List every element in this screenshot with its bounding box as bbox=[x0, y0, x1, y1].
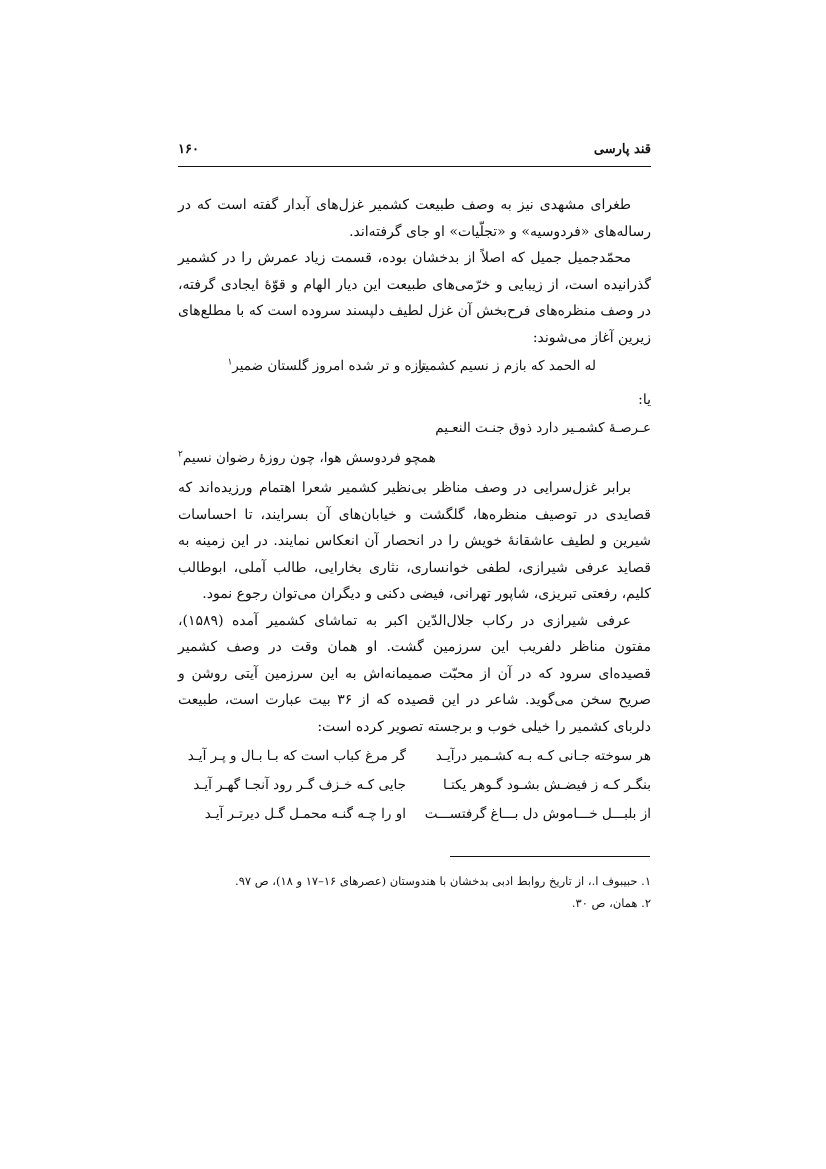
or-label: یا: bbox=[638, 392, 651, 408]
qasida-couplet bbox=[178, 800, 651, 829]
qasida-hemistich-b: او را چـه گنـه محمـل گـل دیرتـر آیـد bbox=[204, 806, 406, 822]
paragraph-jamil: محمّدجمیل جمیل که اصلاً از بدخشان بوده، قسمت زیاد عمرش را در کشمیر گذرانیده است، از زیبایی و خرّمی‌های طبیعت این دیار الهام و قوّهٔ ایجادی گرفته، در وصف منظره‌های فرح‌بخش آن غزل لطیف دلپسند سروده است که با مطلع‌های زیرین آغاز می‌شوند: bbox=[178, 250, 651, 346]
qasida-hemistich-a: از بلبـــل خـــاموش دل بـــاغ گرفتســـت bbox=[424, 806, 651, 822]
verse2-line-2-text: همچو فردوسش هوا، چون روزهٔ رضوان نسیم bbox=[182, 450, 436, 466]
qasida-hemistich-a: هر سوخته جـانی کـه بـه کشـمیر درآیـد bbox=[435, 748, 651, 764]
footnote-ref-2: ۲ bbox=[178, 449, 183, 460]
qasida-hemistich-b: گر مرغ کباب است که بـا بـال و پـر آیـد bbox=[187, 748, 406, 764]
paragraph-urfi: عرفی شیرازی در رکاب جلال‌الدّین اکبر به تماشای کشمیر آمده (۱۵۸۹)، مفتون مناظر دلفریب این سرزمین گشت. او همان وقت در وصف کشمیر قصیده‌ای سرود که در آن از محبّت صمیمانه‌اش به این سرزمین آیتی روشن و صریح سخن می‌گوید. شاعر در این قصیده که از ۳۶ بیت عبارت است، طبیعت دلربای کشمیر را خیلی خوب و برجسته تصویر کرده است: bbox=[178, 612, 651, 735]
urfi-qasida-verses bbox=[178, 742, 651, 829]
verse2-line-2 bbox=[178, 445, 436, 472]
footnote-2: ۲. همان، ص ۳۰. bbox=[571, 896, 651, 910]
verse-hemistich-2-text: تازه و تر شده امروز گلستان ضمیر bbox=[232, 358, 426, 374]
footnotes bbox=[178, 870, 651, 914]
footnote-ref-1: ۱ bbox=[227, 357, 233, 368]
verse2-line-1: عـرصـهٔ کشمـیر دارد ذوق جنـت النعـیم bbox=[435, 420, 651, 436]
verse-couplet-1 bbox=[178, 351, 651, 381]
qasida-couplet bbox=[178, 742, 651, 771]
running-title: قند پارسی bbox=[593, 142, 651, 157]
paragraph-tughra: طغرای مشهدی نیز به وصف طبیعت کشمیر غزل‌های آبدار گفته است که در رساله‌های «فردوسیه» و «تجلّیات» او جای گرفته‌اند. bbox=[178, 197, 651, 240]
verse-couplet-2 bbox=[178, 415, 651, 475]
body-text bbox=[178, 192, 651, 829]
verse-hemistich-1: له الحمد که بازم ز نسیم کشمیر bbox=[417, 358, 596, 374]
qasida-hemistich-b: جایی کـه خـزف گـر رود آنجـا گهـر آیـد bbox=[193, 777, 406, 793]
paragraph-poets: برابر غزل‌سرایی در وصف مناظر بی‌نظیر کشمیر شعرا اهتمام ورزیده‌اند که قصایدی در توصیف منظره‌ها، گلگشت و خیابان‌های آن بسرایند، تا احساسات شیرین و لطیف عاشقانهٔ خویش را در انحصار آن انعکاس نمایند. در این زمینه به قصاید عرفی شیرازی، لطفی خوانساری، نثاری بخارایی، طالب آملی، ابوطالب کلیم، رفعتی تبریزی، شاپور تهرانی، فیضی دکنی و دیگران می‌توان رجوع نمود. bbox=[178, 480, 651, 602]
qasida-couplet bbox=[178, 771, 651, 800]
verse-hemistich-2 bbox=[227, 351, 426, 381]
qasida-hemistich-a: بنگـر کـه ز فیضـش بشـود گـوهر یکتـا bbox=[443, 777, 651, 793]
page-header bbox=[178, 142, 651, 167]
page-number: ۱۶۰ bbox=[178, 142, 199, 157]
footnote-1: ۱. حبیبوف ا.، از تاریخ روابط ادبی بدخشان با هندوستان (عصرهای ۱۶–۱۷ و ۱۸)، ص ۹۷. bbox=[235, 874, 651, 888]
footnote-divider bbox=[450, 856, 650, 857]
